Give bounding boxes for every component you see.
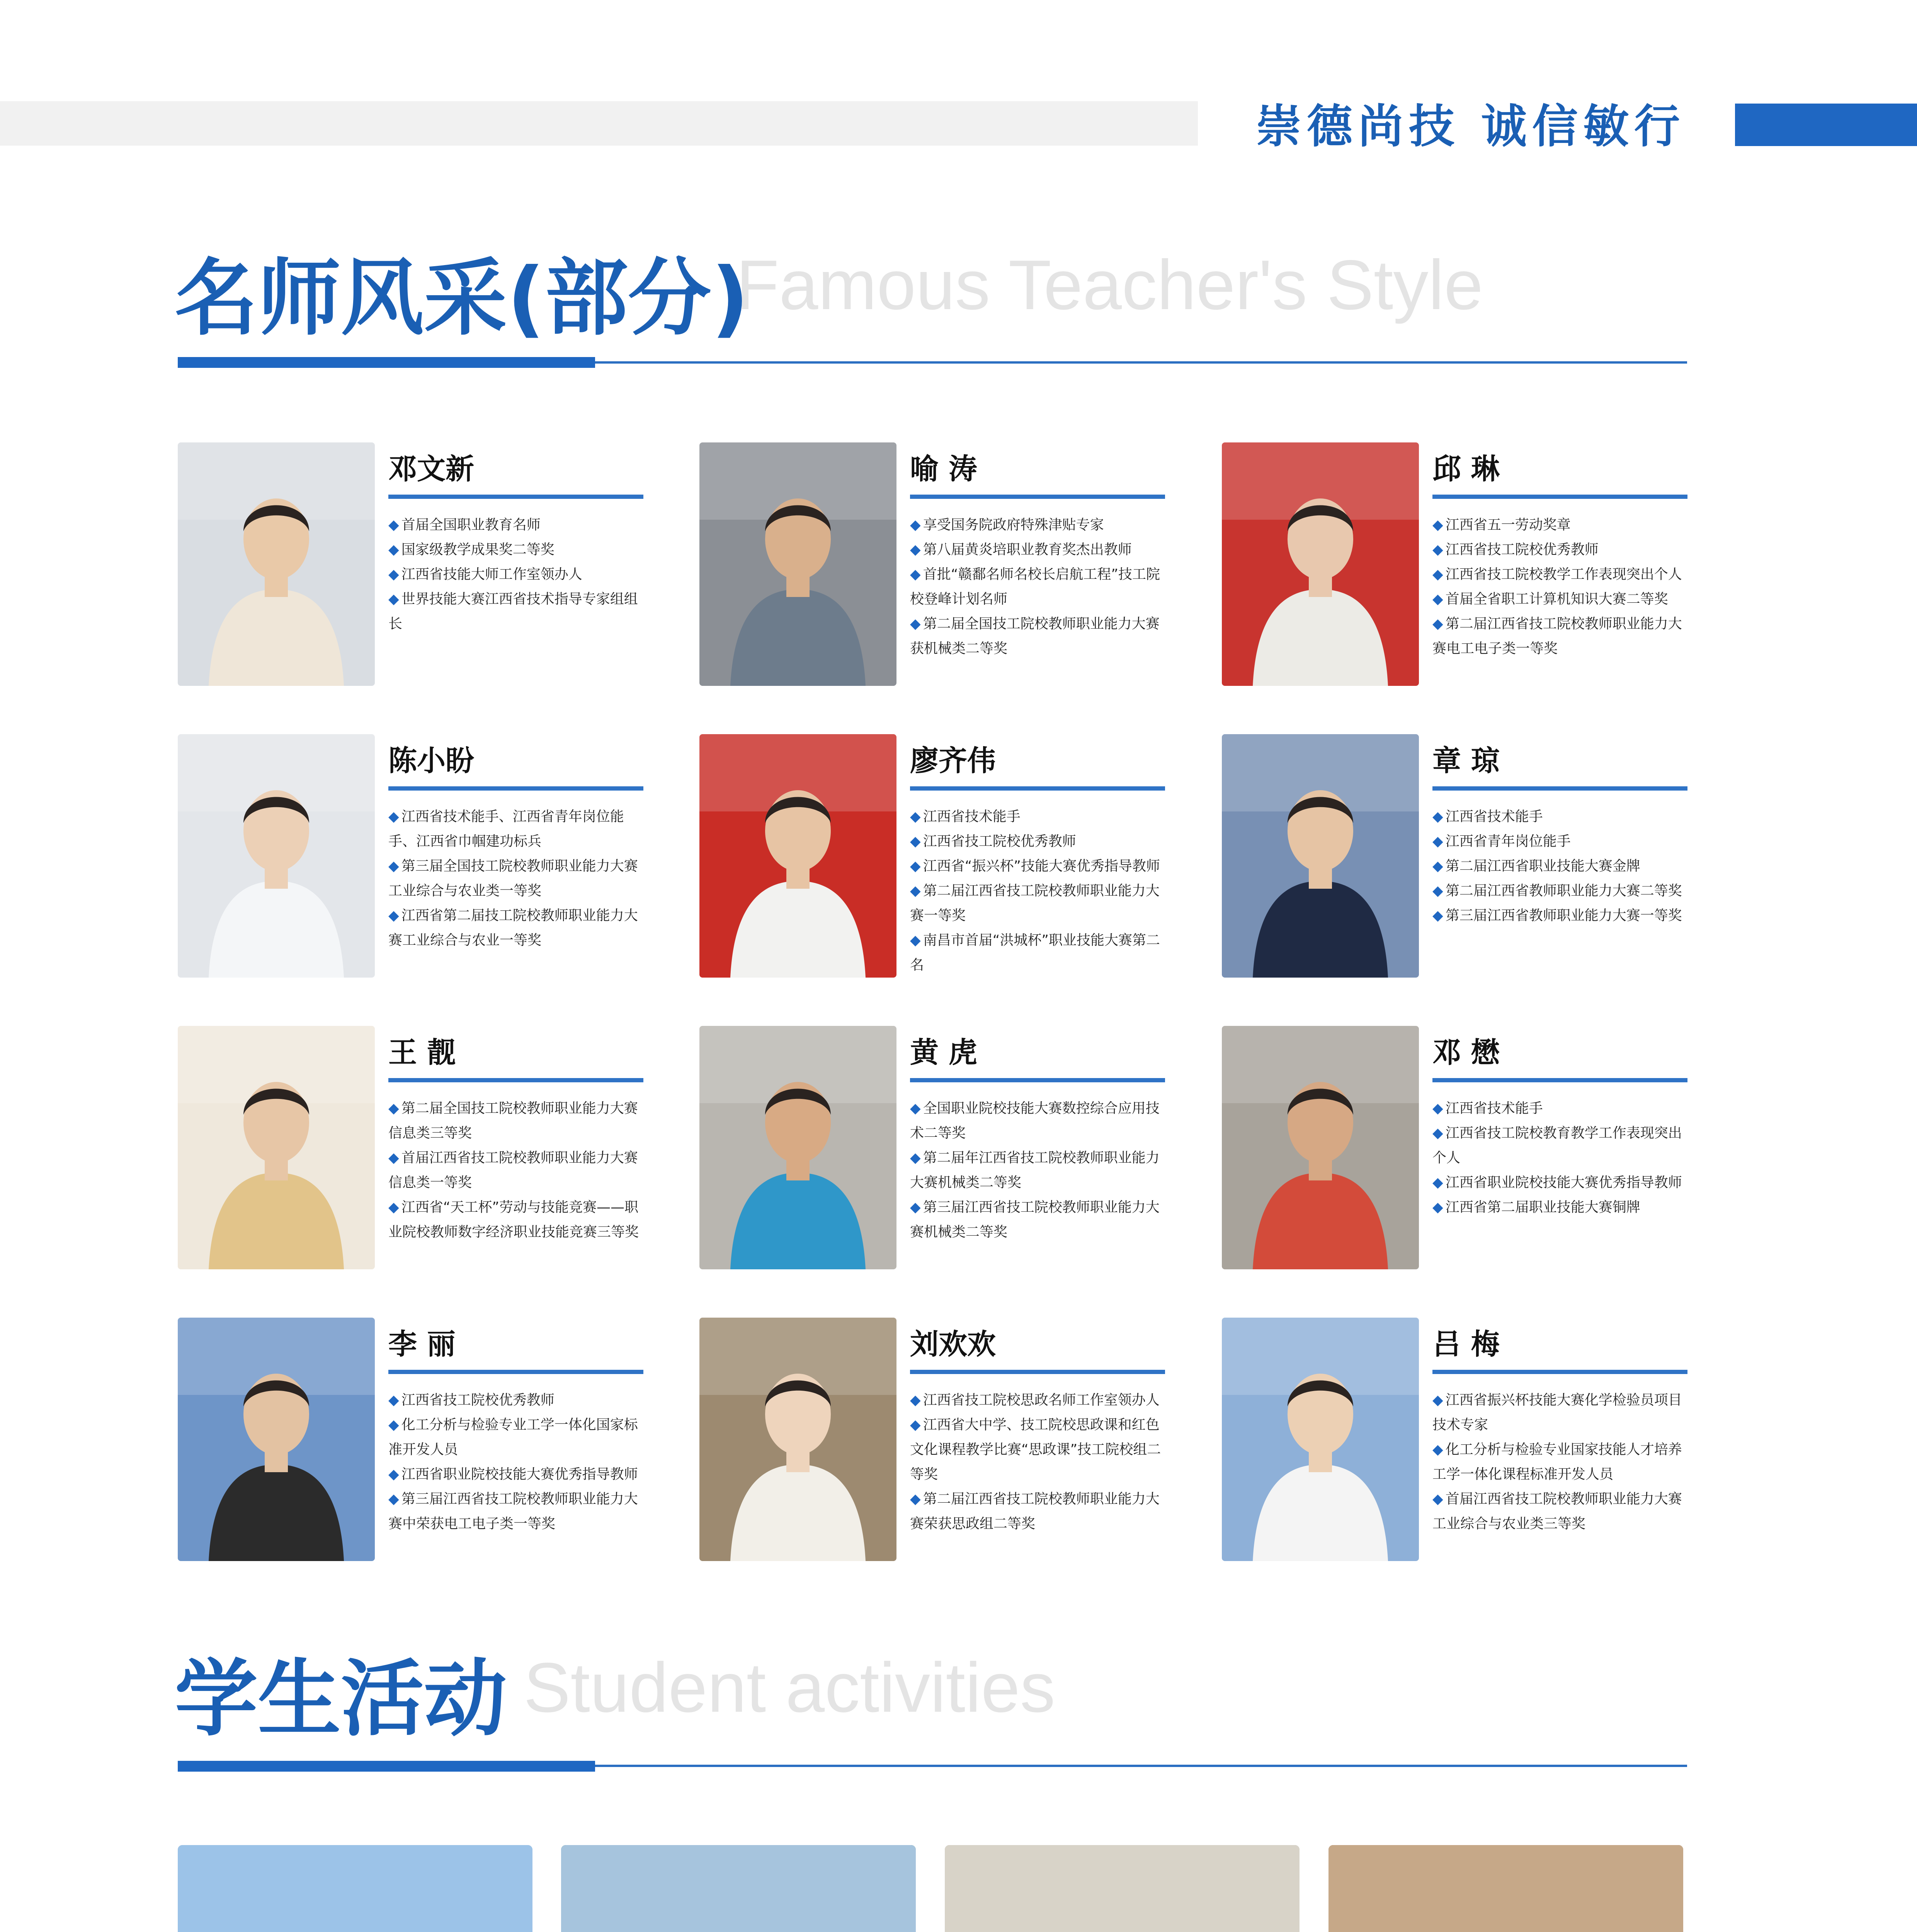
honor-item: [388, 1096, 645, 1146]
honor-text: 第二届江西省职业技能大赛金牌: [1445, 858, 1640, 874]
teacher-name-underline: [388, 1078, 643, 1082]
honor-item: [388, 513, 645, 537]
honor-text: 第二届江西省技工院校教师职业能力大赛电工电子类一等奖: [1432, 616, 1682, 656]
teacher-name-underline: [910, 1078, 1165, 1082]
teacher-photo: [699, 734, 896, 978]
honor-text: 江西省职业院校技能大赛优秀指导教师: [1445, 1175, 1682, 1190]
teacher-photo: [1222, 442, 1419, 686]
teacher-honors-list: [1432, 1096, 1689, 1220]
teacher-photo: [178, 1318, 375, 1561]
honor-text: 第二届江西省教师职业能力大赛二等奖: [1445, 883, 1682, 899]
honor-text: 江西省职业院校技能大赛优秀指导教师: [401, 1466, 638, 1482]
teacher-honors-list: [910, 804, 1167, 978]
honor-text: 江西省技工院校思政名师工作室领办人: [923, 1392, 1160, 1408]
teacher-photo: [699, 1026, 896, 1269]
section-rule-accent: [178, 357, 595, 368]
teacher-photo: [699, 442, 896, 686]
teacher-honors-list: [910, 1388, 1167, 1536]
activity-photo-military-training: [561, 1845, 916, 1932]
teacher-honors-list: [1432, 804, 1689, 928]
honor-item: [1432, 513, 1689, 537]
honor-text: 国家级教学成果奖二等奖: [401, 542, 555, 558]
honor-item: [910, 562, 1167, 612]
honor-item: [1432, 804, 1689, 829]
honor-item: [910, 854, 1167, 879]
teacher-name-underline: [388, 1370, 643, 1374]
honor-item: [388, 1487, 645, 1536]
honor-text: 化工分析与检验专业国家技能人才培养工学一体化课程标准开发人员: [1432, 1442, 1682, 1482]
honor-text: 首届江西省技工院校教师职业能力大赛工业综合与农业类三等奖: [1432, 1491, 1682, 1532]
honor-text: 首届全省职工计算机知识大赛二等奖: [1445, 591, 1668, 607]
teacher-honors-list: [388, 513, 645, 636]
section-rule-accent: [178, 1761, 595, 1772]
honor-text: 江西省振兴杯技能大赛化学检验员项目技术专家: [1432, 1392, 1682, 1433]
honor-item: [388, 1388, 645, 1413]
honor-text: 江西省“振兴杯”技能大赛优秀指导教师: [923, 858, 1160, 874]
honor-item: [1432, 587, 1689, 612]
teacher-name: 廖齐伟: [910, 744, 996, 777]
honor-item: [910, 1413, 1167, 1487]
school-motto: 崇德尚技 诚信敏行: [1256, 99, 1686, 153]
teachers-section-subtitle: Famous Teacher's Style: [736, 245, 1483, 324]
honor-text: 首届全国职业教育名师: [401, 517, 541, 533]
teacher-name-underline: [910, 786, 1165, 791]
teachers-section-title: 名师风采(部分): [175, 250, 749, 347]
honor-item: [910, 928, 1167, 978]
honor-text: 江西省青年岗位能手: [1445, 833, 1571, 849]
honor-item: [910, 804, 1167, 829]
teacher-name: 邓文新: [388, 452, 474, 486]
teacher-photo: [1222, 1026, 1419, 1269]
honor-item: [910, 537, 1167, 562]
honor-item: [910, 879, 1167, 928]
teacher-honors-list: [1432, 1388, 1689, 1536]
honor-item: [388, 854, 645, 903]
honor-item: [910, 829, 1167, 854]
honor-text: 全国职业院校技能大赛数控综合应用技术二等奖: [910, 1100, 1160, 1141]
honor-text: 第三届江西省技工院校教师职业能力大赛机械类二等奖: [910, 1199, 1160, 1240]
honor-item: [388, 1195, 645, 1245]
teacher-name: 王 靓: [388, 1036, 456, 1069]
honor-item: [1432, 854, 1689, 879]
honor-text: 江西省五一劳动奖章: [1445, 517, 1571, 533]
teacher-name-underline: [388, 495, 643, 499]
honor-text: 第三届全国技工院校教师职业能力大赛工业综合与农业类一等奖: [388, 858, 638, 899]
teacher-name: 李 丽: [388, 1328, 456, 1361]
honor-item: [1432, 612, 1689, 661]
honor-item: [1432, 829, 1689, 854]
activity-photo-team-banner-photo: [945, 1845, 1300, 1932]
teacher-name-underline: [910, 495, 1165, 499]
honor-text: 第三届江西省技工院校教师职业能力大赛中荣获电工电子类一等奖: [388, 1491, 638, 1532]
honor-item: [910, 1195, 1167, 1245]
teacher-name: 章 琼: [1432, 744, 1500, 777]
honor-text: 第二届江西省技工院校教师职业能力大赛一等奖: [910, 883, 1160, 923]
honor-text: 江西省技工院校教学工作表现突出个人: [1445, 566, 1682, 582]
teacher-honors-list: [1432, 513, 1689, 661]
honor-item: [1432, 1096, 1689, 1121]
honor-text: 第二届江西省技工院校教师职业能力大赛荣获思政组二等奖: [910, 1491, 1160, 1532]
honor-item: [910, 513, 1167, 537]
honor-text: 江西省技工院校优秀教师: [923, 833, 1076, 849]
honor-item: [388, 1413, 645, 1462]
teacher-photo: [699, 1318, 896, 1561]
honor-item: [388, 1462, 645, 1487]
activity-photo-exhibition-visit: [1328, 1845, 1683, 1932]
honor-item: [388, 804, 645, 854]
honor-text: 江西省第二届技工院校教师职业能力大赛工业综合与农业一等奖: [388, 908, 638, 948]
honor-text: 江西省技术能手: [1445, 809, 1543, 825]
teacher-name: 黄 虎: [910, 1036, 977, 1069]
honor-text: 化工分析与检验专业工学一体化国家标准开发人员: [388, 1417, 638, 1458]
teacher-name-underline: [1432, 786, 1687, 791]
honor-text: 南昌市首届“洪城杯”职业技能大赛第二名: [910, 932, 1160, 973]
honor-text: 江西省技术能手、江西省青年岗位能手、江西省巾帼建功标兵: [388, 809, 624, 849]
students-section-subtitle: Student activities: [524, 1648, 1055, 1727]
honor-item: [910, 1388, 1167, 1413]
honor-text: 第二届全国技工院校教师职业能力大赛信息类三等奖: [388, 1100, 638, 1141]
honor-item: [388, 537, 645, 562]
honor-item: [388, 587, 645, 636]
honor-item: [1432, 562, 1689, 587]
honor-item: [1432, 1388, 1689, 1437]
teacher-honors-list: [910, 1096, 1167, 1245]
honor-text: 江西省技术能手: [1445, 1100, 1543, 1116]
teacher-name-underline: [1432, 1370, 1687, 1374]
teacher-name: 陈小盼: [388, 744, 474, 777]
teacher-name-underline: [388, 786, 643, 791]
teacher-honors-list: [388, 1388, 645, 1536]
honor-item: [1432, 903, 1689, 928]
honor-text: 第二届年江西省技工院校教师职业能力大赛机械类二等奖: [910, 1150, 1160, 1190]
teacher-name-underline: [1432, 1078, 1687, 1082]
activity-photo-group-flag-photo: [178, 1845, 532, 1932]
teacher-name-underline: [910, 1370, 1165, 1374]
honor-text: 江西省技能大师工作室领办人: [401, 566, 582, 582]
honor-item: [1432, 1170, 1689, 1195]
header-blue-bar: [1735, 104, 1917, 146]
honor-text: 江西省技工院校教育教学工作表现突出个人: [1432, 1125, 1682, 1166]
honor-item: [1432, 1121, 1689, 1170]
teacher-name: 刘欢欢: [910, 1328, 996, 1361]
honor-item: [1432, 537, 1689, 562]
teacher-photo: [1222, 734, 1419, 978]
honor-text: 首批“赣鄱名师名校长启航工程”技工院校登峰计划名师: [910, 566, 1160, 607]
honor-text: 江西省技工院校优秀教师: [1445, 542, 1599, 558]
honor-text: 第二届全国技工院校教师职业能力大赛获机械类二等奖: [910, 616, 1160, 656]
honor-text: 江西省第二届职业技能大赛铜牌: [1445, 1199, 1640, 1215]
teacher-name-underline: [1432, 495, 1687, 499]
honor-text: 江西省技术能手: [923, 809, 1021, 825]
honor-item: [910, 1096, 1167, 1146]
teacher-honors-list: [388, 804, 645, 953]
teacher-photo: [1222, 1318, 1419, 1561]
honor-item: [388, 903, 645, 953]
teacher-name: 邓 懋: [1432, 1036, 1500, 1069]
honor-item: [910, 612, 1167, 661]
honor-text: 第三届江西省教师职业能力大赛一等奖: [1445, 908, 1682, 923]
honor-item: [388, 562, 645, 587]
honor-item: [1432, 1487, 1689, 1536]
honor-text: 江西省技工院校优秀教师: [401, 1392, 555, 1408]
students-section-title: 学生活动: [175, 1650, 507, 1747]
honor-item: [910, 1146, 1167, 1195]
teacher-honors-list: [910, 513, 1167, 661]
honor-item: [1432, 879, 1689, 903]
honor-item: [1432, 1437, 1689, 1487]
teacher-name: 邱 琳: [1432, 452, 1500, 486]
header-grey-band: [0, 101, 1198, 146]
honor-text: 江西省“天工杯”劳动与技能竞赛——职业院校教师数字经济职业技能竞赛三等奖: [388, 1199, 639, 1240]
honor-text: 世界技能大赛江西省技术指导专家组组长: [388, 591, 638, 632]
honor-text: 江西省大中学、技工院校思政课和红色文化课程教学比赛“思政课”技工院校组二等奖: [910, 1417, 1161, 1482]
teacher-photo: [178, 442, 375, 686]
honor-text: 首届江西省技工院校教师职业能力大赛信息类一等奖: [388, 1150, 638, 1190]
teacher-photo: [178, 1026, 375, 1269]
honor-item: [388, 1146, 645, 1195]
honor-text: 享受国务院政府特殊津贴专家: [923, 517, 1104, 533]
honor-item: [1432, 1195, 1689, 1220]
teacher-name: 喻 涛: [910, 452, 977, 486]
teacher-name: 吕 梅: [1432, 1328, 1500, 1361]
honor-text: 第八届黄炎培职业教育奖杰出教师: [923, 542, 1132, 558]
honor-item: [910, 1487, 1167, 1536]
teacher-photo: [178, 734, 375, 978]
teacher-honors-list: [388, 1096, 645, 1245]
